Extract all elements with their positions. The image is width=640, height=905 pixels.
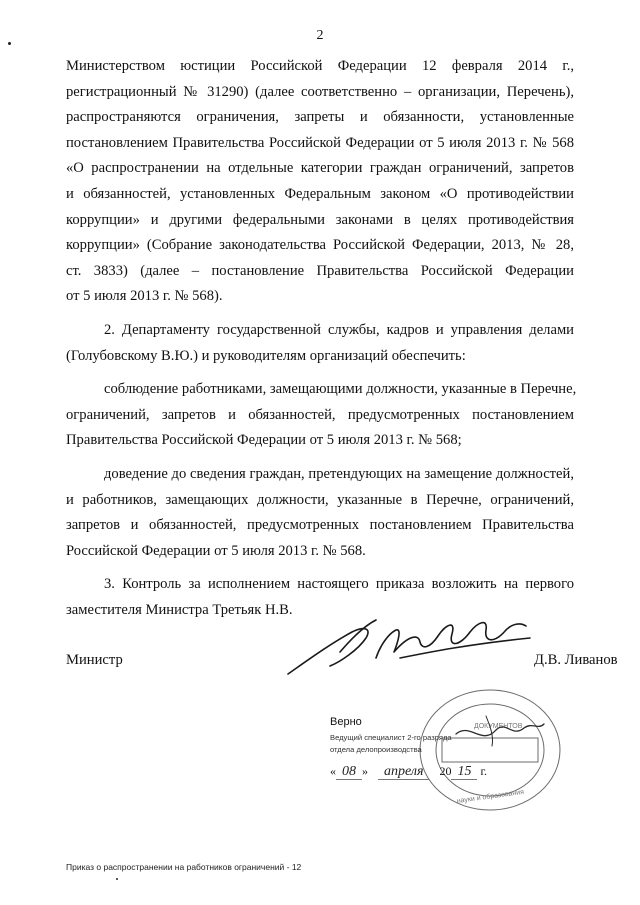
text-line: коррупции» и другими федеральными законами в целях противодействия (66, 211, 574, 228)
text-line: заместителя Министра Третьяк Н.В. (66, 601, 293, 618)
text-line: ст. 3833) (далее – постановление Правительства Российской Федерации (66, 262, 574, 279)
date-month: апреля (378, 764, 429, 780)
text-line: Правительства Российской Федерации от 5 июля 2013 г. № 568; (66, 432, 462, 449)
text-line: запретов и обязанностей, предусмотренных постановлением Правительства (66, 517, 574, 534)
certification-block (330, 716, 590, 796)
svg-text:ДОКУМЕНТОВ: ДОКУМЕНТОВ (474, 723, 523, 730)
certification-date: « 08 » апреля 20 15 г. (330, 764, 488, 779)
text-line: от 5 июля 2013 г. № 568). (66, 288, 223, 305)
handwritten-signature (280, 608, 542, 680)
page-number: 2 (316, 28, 324, 43)
text-line: доведение до сведения граждан, претендующих на замещение должностей, (104, 465, 574, 482)
signer-position: Министр (66, 652, 123, 668)
text-line: (Голубовскому В.Ю.) и руководителям организаций обеспечить: (66, 347, 466, 364)
text-line: коррупции» (Собрание законодательства Российской Федерации, 2013, № 28, (66, 237, 574, 254)
date-day: 08 (336, 764, 362, 780)
text-line: Российской Федерации от 5 июля 2013 г. № 568. (66, 542, 366, 559)
text-line: регистрационный № 31290) (далее соответственно – организации, Перечень), (66, 83, 574, 100)
text-line: соблюдение работниками, замещающими должности, указанные в Перечне, (104, 381, 577, 398)
footer-reference: Приказ о распространении на работников ограничений - 12 (66, 862, 302, 872)
text-line: и работников, замещающих должности, указанные в Перечне, ограничений, (66, 491, 574, 508)
text-line: 3. Контроль за исполнением настоящего приказа возложить на первого (104, 576, 574, 593)
text-line: 2. Департаменту государственной службы, кадров и управления делами (104, 321, 574, 338)
text-line: ограничений, запретов и обязанностей, предусмотренных постановлением (66, 406, 574, 423)
date-year: 15 (451, 764, 477, 780)
text-line: и обязанностей, установленных Федеральным законом «О противодействии (66, 185, 574, 202)
text-line: постановлением Правительства Российской Федерации от 5 июля 2013 г. № 568 (66, 134, 574, 151)
certification-title: Верно (330, 716, 362, 728)
certifier-position: Ведущий специалист 2-го разряда (330, 733, 452, 742)
svg-text:науки и образования: науки и образования (456, 788, 525, 806)
text-line: распространяются ограничения, запреты и обязанности, установленные (66, 109, 574, 126)
signer-name: Д.В. Ливанов (534, 652, 618, 668)
text-line: «О распространении на отдельные категории граждан ограничений, запретов (66, 160, 574, 177)
text-line: Министерством юстиции Российской Федерации 12 февраля 2014 г., (66, 58, 574, 74)
certifier-department: отдела делопроизводства (330, 745, 422, 754)
